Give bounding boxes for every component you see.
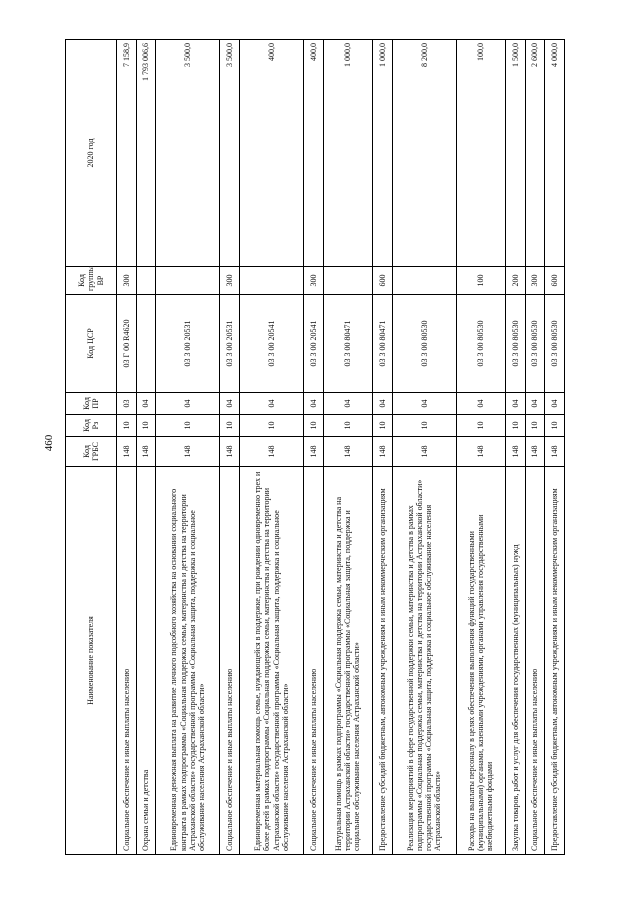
table-row bbox=[456, 40, 505, 855]
cell-vr bbox=[323, 267, 372, 295]
cell-csr: 03 3 00 20541 bbox=[304, 295, 324, 393]
cell-sum: 7 158,9 bbox=[117, 40, 137, 267]
cell-csr: 03 3 00 20541 bbox=[240, 295, 304, 393]
cell-csr: 03 3 00 20531 bbox=[156, 295, 220, 393]
cell-rz: 10 bbox=[545, 415, 565, 437]
cell-pr: 04 bbox=[136, 393, 156, 415]
cell-csr: 03 3 00 80530 bbox=[545, 295, 565, 393]
cell-rz: 10 bbox=[220, 415, 240, 437]
cell-pr: 04 bbox=[240, 393, 304, 415]
cell-sum: 2 600,0 bbox=[525, 40, 545, 267]
header-csr: Код ЦСР bbox=[66, 295, 117, 393]
cell-csr: 03 3 00 20531 bbox=[220, 295, 240, 393]
cell-grbs: 148 bbox=[240, 437, 304, 467]
cell-grbs: 148 bbox=[220, 437, 240, 467]
cell-vr bbox=[392, 267, 456, 295]
cell-sum: 8 200,0 bbox=[392, 40, 456, 267]
header-year: 2020 год bbox=[66, 40, 117, 267]
cell-csr: 03 3 00 80530 bbox=[456, 295, 505, 393]
cell-name: Социальное обеспечение и иные выплаты населению bbox=[525, 467, 545, 855]
cell-rz: 10 bbox=[156, 415, 220, 437]
cell-pr: 04 bbox=[220, 393, 240, 415]
cell-rz: 10 bbox=[392, 415, 456, 437]
cell-rz: 10 bbox=[304, 415, 324, 437]
cell-vr: 600 bbox=[372, 267, 392, 295]
cell-sum: 100,0 bbox=[456, 40, 505, 267]
cell-pr: 03 bbox=[117, 393, 137, 415]
cell-pr: 04 bbox=[456, 393, 505, 415]
cell-csr: 03 Г 00 R4620 bbox=[117, 295, 137, 393]
cell-name: Закупка товаров, работ и услуг для обеспечения государственных (муниципальных) нужд bbox=[505, 467, 525, 855]
cell-grbs: 148 bbox=[372, 437, 392, 467]
table-row bbox=[545, 40, 565, 855]
cell-name: Социальное обеспечение и иные выплаты населению bbox=[304, 467, 324, 855]
budget-table bbox=[65, 39, 565, 855]
cell-pr: 04 bbox=[505, 393, 525, 415]
header-vr: Код группы ВР bbox=[66, 267, 117, 295]
cell-vr: 200 bbox=[505, 267, 525, 295]
cell-sum: 1 500,0 bbox=[505, 40, 525, 267]
table-row bbox=[505, 40, 525, 855]
cell-grbs: 148 bbox=[545, 437, 565, 467]
cell-grbs: 148 bbox=[136, 437, 156, 467]
cell-csr: 03 3 00 80471 bbox=[372, 295, 392, 393]
cell-rz: 10 bbox=[240, 415, 304, 437]
cell-csr: 03 3 00 80530 bbox=[392, 295, 456, 393]
cell-grbs: 148 bbox=[117, 437, 137, 467]
cell-pr: 04 bbox=[525, 393, 545, 415]
cell-sum: 1 000,0 bbox=[323, 40, 372, 267]
cell-vr: 600 bbox=[545, 267, 565, 295]
cell-name: Предоставление субсидий бюджетным, автономным учреждениям и иным некоммерческим организациям bbox=[545, 467, 565, 855]
cell-vr bbox=[156, 267, 220, 295]
cell-name: Реализация мероприятий в сфере государственной поддержки семьи, материнства и детства в рамках подпрограммы «Социальная поддержка семьи, материнства и детства на территории Астраханской области» государственной программы «Социальная защита, поддержка и социальное обслуживание населения Астраханской области» bbox=[392, 467, 456, 855]
cell-name: Единовременная материальная помощь семье, нуждающейся в поддержке, при рождении одновременно трех и более детей в рамках подпрограммы «Социальная поддержка семьи, материнства и детства на территории Астраханской области» государственной программы «Социальная защита, поддержка и социальное обслуживание населения Астраханской области» bbox=[240, 467, 304, 855]
cell-vr: 300 bbox=[220, 267, 240, 295]
table-row bbox=[240, 40, 304, 855]
header-name: Наименование показателя bbox=[66, 467, 117, 855]
table-row bbox=[392, 40, 456, 855]
cell-grbs: 148 bbox=[456, 437, 505, 467]
table-row bbox=[117, 40, 137, 855]
cell-rz: 10 bbox=[372, 415, 392, 437]
table-row bbox=[323, 40, 372, 855]
header-grbs: Код ГРБС bbox=[66, 437, 117, 467]
page-number: 460 bbox=[43, 434, 55, 452]
cell-pr: 04 bbox=[372, 393, 392, 415]
cell-name: Предоставление субсидий бюджетным, автономным учреждениям и иным некоммерческим организациям bbox=[372, 467, 392, 855]
cell-csr: 03 3 00 80530 bbox=[525, 295, 545, 393]
cell-rz: 10 bbox=[117, 415, 137, 437]
table-row bbox=[304, 40, 324, 855]
cell-vr bbox=[240, 267, 304, 295]
cell-name: Социальное обеспечение и иные выплаты населению bbox=[117, 467, 137, 855]
cell-rz: 10 bbox=[505, 415, 525, 437]
header-pr: Код ПР bbox=[66, 393, 117, 415]
cell-grbs: 148 bbox=[323, 437, 372, 467]
cell-rz: 10 bbox=[323, 415, 372, 437]
cell-rz: 10 bbox=[456, 415, 505, 437]
cell-csr: 03 3 00 80530 bbox=[505, 295, 525, 393]
cell-pr: 04 bbox=[545, 393, 565, 415]
cell-sum: 400,0 bbox=[304, 40, 324, 267]
cell-pr: 04 bbox=[323, 393, 372, 415]
cell-name: Единовременная денежная выплата на развитие личного подсобного хозяйства на основании социального контракта в рамках подпрограммы «Социальная поддержка семьи, материнства и детства на территории Астраханской области» государственной программы «Социальная защита, поддержка и социальное обслуживание населения Астраханской области» bbox=[156, 467, 220, 855]
cell-vr bbox=[136, 267, 156, 295]
cell-grbs: 148 bbox=[156, 437, 220, 467]
table-row bbox=[372, 40, 392, 855]
cell-grbs: 148 bbox=[505, 437, 525, 467]
cell-csr bbox=[136, 295, 156, 393]
cell-name: Расходы на выплаты персоналу в целях обеспечения выполнения функций государственными (муниципальными) органами, казенными учреждениями, органами управления государственными внебюджетными фондами bbox=[456, 467, 505, 855]
cell-grbs: 148 bbox=[304, 437, 324, 467]
cell-grbs: 148 bbox=[525, 437, 545, 467]
cell-rz: 10 bbox=[136, 415, 156, 437]
header-rz: Код Рз bbox=[66, 415, 117, 437]
cell-sum: 400,0 bbox=[240, 40, 304, 267]
cell-sum: 3 500,0 bbox=[220, 40, 240, 267]
cell-name: Охрана семьи и детства bbox=[136, 467, 156, 855]
cell-csr: 03 3 00 80471 bbox=[323, 295, 372, 393]
table-header-row bbox=[66, 40, 117, 855]
table-row bbox=[136, 40, 156, 855]
cell-name: Социальное обеспечение и иные выплаты населению bbox=[220, 467, 240, 855]
cell-pr: 04 bbox=[392, 393, 456, 415]
table-row bbox=[525, 40, 545, 855]
cell-grbs: 148 bbox=[392, 437, 456, 467]
cell-vr: 300 bbox=[304, 267, 324, 295]
cell-sum: 1 000,0 bbox=[372, 40, 392, 267]
table-row bbox=[156, 40, 220, 855]
cell-sum: 3 500,0 bbox=[156, 40, 220, 267]
cell-vr: 300 bbox=[117, 267, 137, 295]
cell-pr: 04 bbox=[156, 393, 220, 415]
cell-pr: 04 bbox=[304, 393, 324, 415]
cell-sum: 1 793 006,6 bbox=[136, 40, 156, 267]
cell-vr: 100 bbox=[456, 267, 505, 295]
rotated-table-container bbox=[65, 40, 565, 855]
cell-sum: 4 000,0 bbox=[545, 40, 565, 267]
cell-rz: 10 bbox=[525, 415, 545, 437]
cell-name: Натуральная помощь в рамках подпрограммы «Социальная поддержка семьи, материнства и детства на территории Астраханской области» государственной программы «Социальная защита, поддержка и социальное обслуживание населения Астраханской области» bbox=[323, 467, 372, 855]
table-row bbox=[220, 40, 240, 855]
cell-vr: 300 bbox=[525, 267, 545, 295]
